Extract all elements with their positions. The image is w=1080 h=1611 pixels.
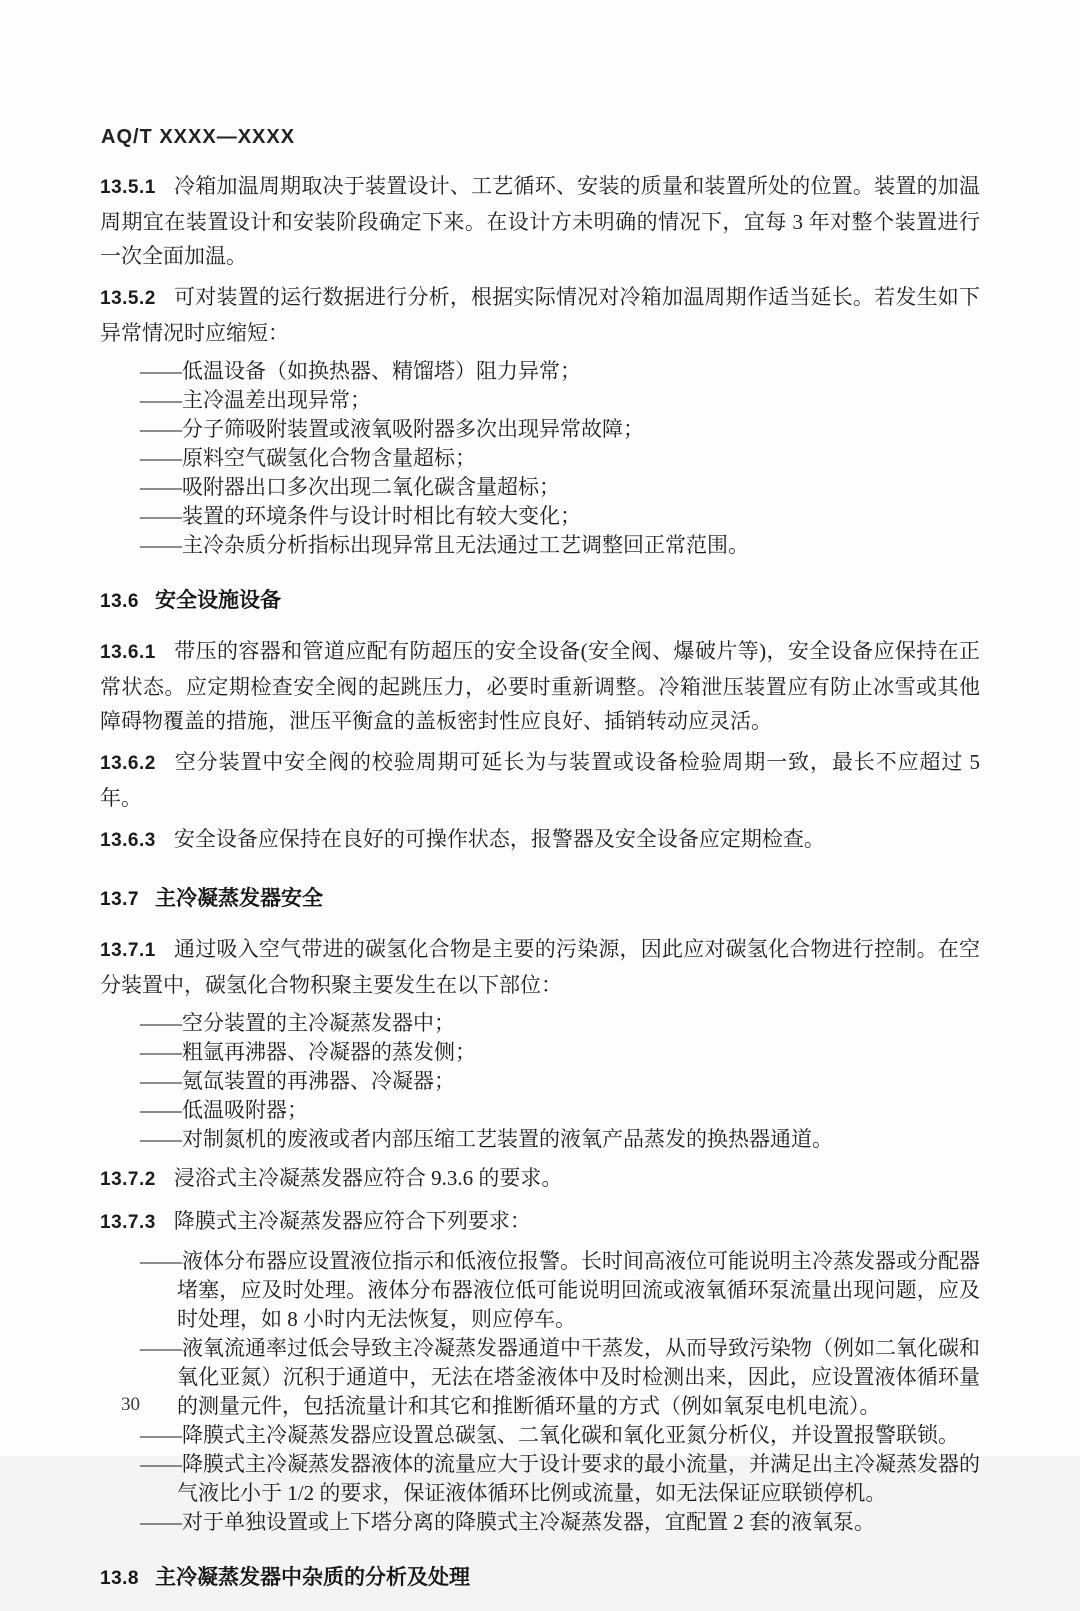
section-title: 安全设施设备 <box>154 589 281 612</box>
clause-number: 13.7.3 <box>100 1212 156 1233</box>
clause-text: 空分装置中安全阀的校验周期可延长为与装置或设备检验周期一致，最长不应超过 5 年。 <box>100 750 980 810</box>
standard-number-header: AQ/T XXXX—XXXX <box>101 126 296 148</box>
clause-paragraph <box>100 822 980 858</box>
clause-paragraph <box>100 745 980 815</box>
clause-text: 浸浴式主冷凝蒸发器应符合 9.3.6 的要求。 <box>173 1166 563 1190</box>
dash-list-item: ——降膜式主冷凝蒸发器液体的流量应大于设计要求的最小流量，并满足出主冷凝蒸发器的气液比小于 1/2 的要求，保证液体循环比例或流量，如无法保证应联锁停机。 <box>140 1452 980 1505</box>
clause-number: 13.6.3 <box>100 830 156 851</box>
clause-number: 13.6.2 <box>100 753 156 774</box>
clause-text: 降膜式主冷凝蒸发器应符合下列要求： <box>173 1209 531 1233</box>
clause-number: 13.7.2 <box>100 1169 156 1190</box>
clause-text: 可对装置的运行数据进行分析，根据实际情况对冷箱加温周期作适当延长。若发生如下异常情况时应缩短： <box>100 285 980 345</box>
clause-number: 13.5.2 <box>100 288 156 309</box>
section-heading <box>100 1564 980 1593</box>
dash-list-item: ——对制氮机的废液或者内部压缩工艺装置的液氧产品蒸发的换热器通道。 <box>140 1127 833 1151</box>
clause-number: 13.7.1 <box>100 940 156 961</box>
document-body <box>100 162 980 1611</box>
dash-list-item: ——分子筛吸附装置或液氧吸附器多次出现异常故障； <box>140 417 644 441</box>
dash-list-item: ——液体分布器应设置液位指示和低液位报警。长时间高液位可能说明主冷蒸发器或分配器堵塞，应及时处理。液体分布器液位低可能说明回流或液氧循环泵流量出现问题，应及时处理，如 8 小时内无法恢复，则应停车。 <box>140 1249 980 1331</box>
section-number: 13.6 <box>100 591 139 612</box>
page-number: 30 <box>121 1394 140 1415</box>
dash-list-item: ——对于单独设置或上下塔分离的降膜式主冷凝蒸发器，宜配置 2 套的液氧泵。 <box>140 1510 875 1534</box>
clause-paragraph <box>100 1161 980 1197</box>
section-number: 13.8 <box>100 1568 139 1589</box>
dash-list-item: ——原料空气碳氢化合物含量超标； <box>140 446 476 470</box>
dash-list-item: ——降膜式主冷凝蒸发器应设置总碳氢、二氧化碳和氧化亚氮分析仪，并设置报警联锁。 <box>140 1423 959 1447</box>
clause-text: 通过吸入空气带进的碳氢化合物是主要的污染源，因此应对碳氢化合物进行控制。在空分装置中，碳氢化合物积聚主要发生在以下部位： <box>100 937 980 997</box>
section-heading <box>100 885 980 914</box>
clause-text: 安全设备应保持在良好的可操作状态，报警器及安全设备应定期检查。 <box>173 827 825 851</box>
dash-list-item: ——装置的环境条件与设计时相比有较大变化； <box>140 504 581 528</box>
dash-list-item: ——液氧流通率过低会导致主冷凝蒸发器通道中干蒸发，从而导致污染物（例如二氧化碳和氧化亚氮）沉积于通道中，无法在塔釜液体中及时检测出来，因此，应设置液体循环量的测量元件，包括流量计和其它和推断循环量的方式（例如氧泵电机电流）。 <box>140 1336 980 1418</box>
clause-paragraph <box>100 932 980 1002</box>
clause-number: 13.6.1 <box>100 642 156 663</box>
clause-paragraph <box>100 634 980 738</box>
dash-list-item: ——粗氩再沸器、冷凝器的蒸发侧； <box>140 1040 476 1064</box>
dash-list-item: ——主冷温差出现异常； <box>140 388 371 412</box>
clause-paragraph <box>100 280 980 350</box>
clause-number: 13.5.1 <box>100 177 156 198</box>
dash-list-item: ——主冷杂质分析指标出现异常且无法通过工艺调整回正常范围。 <box>140 533 749 557</box>
clause-text: 带压的容器和管道应配有防超压的安全设备(安全阀、爆破片等)，安全设备应保持在正常状态。应定期检查安全阀的起跳压力，必要时重新调整。冷箱泄压装置应有防止冰雪或其他障碍物覆盖的措施，泄压平衡盒的盖板密封性应良好、插销转动应灵活。 <box>100 639 980 733</box>
section-title: 主冷凝蒸发器中杂质的分析及处理 <box>154 1566 470 1589</box>
dash-list-item: ——空分装置的主冷凝蒸发器中； <box>140 1011 455 1035</box>
dash-list-item: ——吸附器出口多次出现二氧化碳含量超标； <box>140 475 560 499</box>
section-number: 13.7 <box>100 889 139 910</box>
clause-paragraph <box>100 169 980 273</box>
clause-text: 冷箱加温周期取决于装置设计、工艺循环、安装的质量和装置所处的位置。装置的加温周期宜在装置设计和安装阶段确定下来。在设计方未明确的情况下，宜每 3 年对整个装置进行一次全面加温。 <box>100 174 980 268</box>
clause-paragraph <box>100 1204 980 1240</box>
dash-list-item: ——低温设备（如换热器、精馏塔）阻力异常； <box>140 359 581 383</box>
section-heading <box>100 587 980 616</box>
section-title: 主冷凝蒸发器安全 <box>154 887 323 910</box>
dash-list-item: ——氪氙装置的再沸器、冷凝器； <box>140 1069 455 1093</box>
dash-list-item: ——低温吸附器； <box>140 1098 308 1122</box>
